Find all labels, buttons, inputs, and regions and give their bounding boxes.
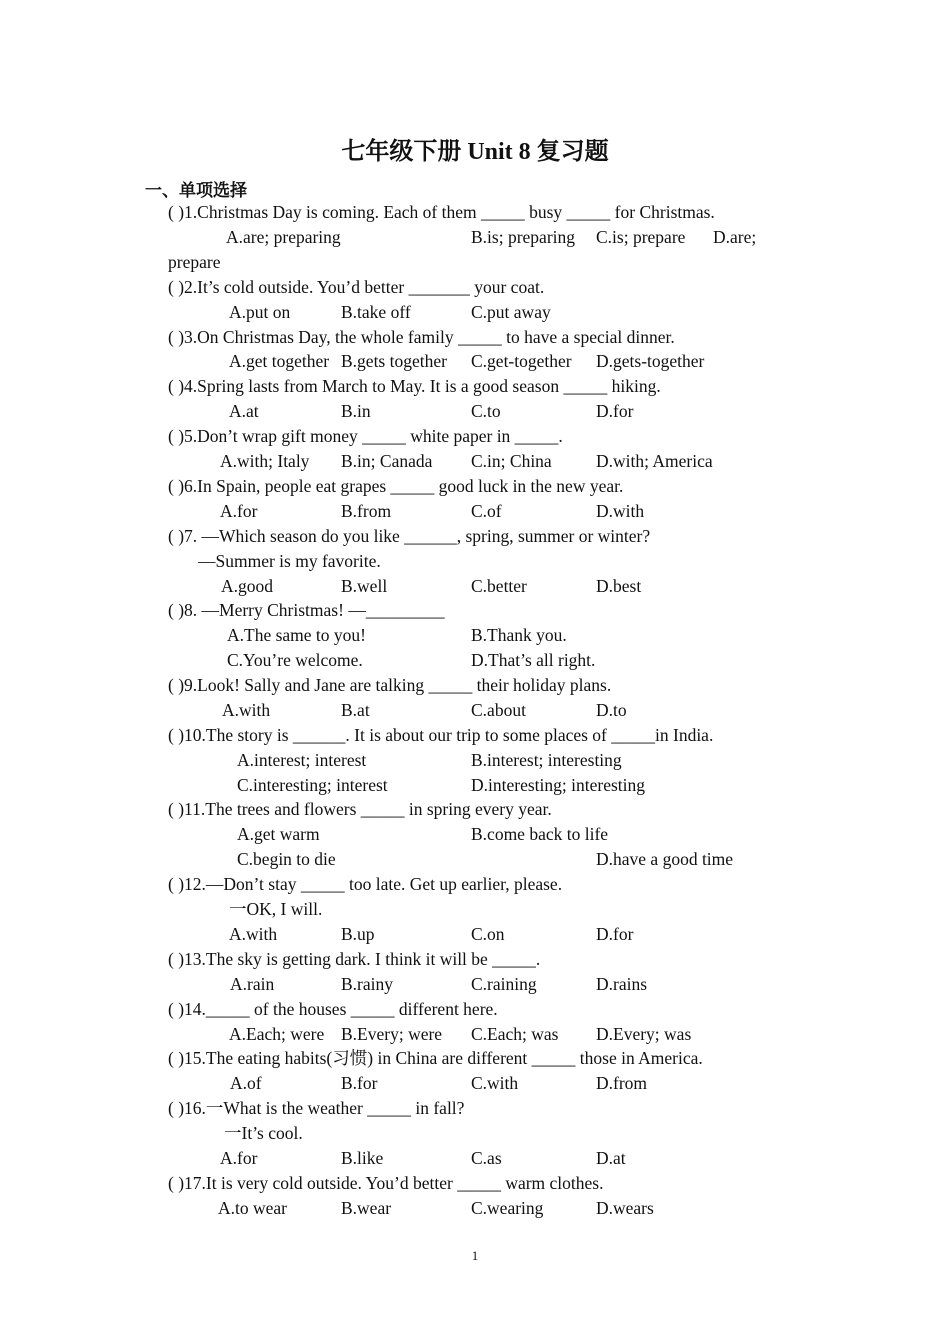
q7-option-c: C.better bbox=[471, 576, 527, 596]
q15-option-d: D.from bbox=[596, 1073, 648, 1093]
q12-dialogue: 一OK, I will. bbox=[229, 899, 323, 919]
q9-option-a: A.with bbox=[222, 700, 271, 720]
section-heading: 一、单项选择 bbox=[145, 181, 247, 201]
q16-dialogue: 一It’s cool. bbox=[224, 1123, 303, 1143]
question-3: ( )3.On Christmas Day, the whole family _____ to have a special dinner. bbox=[168, 327, 675, 347]
q15-option-b: B.for bbox=[341, 1073, 378, 1093]
q14-option-b: B.Every; were bbox=[341, 1024, 443, 1044]
q9-option-c: C.about bbox=[471, 700, 526, 720]
q6-option-c: C.of bbox=[471, 501, 502, 521]
q10-option-d: D.interesting; interesting bbox=[471, 775, 645, 795]
q9-option-b: B.at bbox=[341, 700, 370, 720]
question-1: ( )1.Christmas Day is coming. Each of them _____ busy _____ for Christmas. bbox=[168, 202, 715, 222]
q16-option-b: B.like bbox=[341, 1148, 384, 1168]
question-2: ( )2.It’s cold outside. You’d better _______ your coat. bbox=[168, 277, 545, 297]
question-5: ( )5.Don’t wrap gift money _____ white paper in _____. bbox=[168, 426, 563, 446]
question-9: ( )9.Look! Sally and Jane are talking _____ their holiday plans. bbox=[168, 675, 612, 695]
page-title: 七年级下册 Unit 8 复习题 bbox=[341, 139, 609, 165]
q7-dialogue: —Summer is my favorite. bbox=[198, 551, 381, 571]
q4-option-c: C.to bbox=[471, 401, 501, 421]
q10-option-c: C.interesting; interest bbox=[237, 775, 388, 795]
q16-option-d: D.at bbox=[596, 1148, 626, 1168]
q10-option-a: A.interest; interest bbox=[237, 750, 367, 770]
q12-option-d: D.for bbox=[596, 924, 634, 944]
q1-option-d: D.are; bbox=[713, 227, 757, 247]
q15-option-c: C.with bbox=[471, 1073, 519, 1093]
q4-option-b: B.in bbox=[341, 401, 371, 421]
q3-option-b: B.gets together bbox=[341, 351, 447, 371]
question-17: ( )17.It is very cold outside. You’d better _____ warm clothes. bbox=[168, 1173, 604, 1193]
q11-option-c: C.begin to die bbox=[237, 849, 336, 869]
q14-option-a: A.Each; were bbox=[229, 1024, 325, 1044]
q17-option-a: A.to wear bbox=[218, 1198, 288, 1218]
q13-option-a: A.rain bbox=[230, 974, 275, 994]
q11-option-a: A.get warm bbox=[237, 824, 320, 844]
page-number: 1 bbox=[471, 1248, 479, 1263]
q13-option-b: B.rainy bbox=[341, 974, 394, 994]
question-14: ( )14._____ of the houses _____ different here. bbox=[168, 999, 498, 1019]
question-11: ( )11.The trees and flowers _____ in spring every year. bbox=[168, 799, 552, 819]
q5-option-c: C.in; China bbox=[471, 451, 552, 471]
q14-option-c: C.Each; was bbox=[471, 1024, 559, 1044]
question-16: ( )16.一What is the weather _____ in fall? bbox=[168, 1098, 465, 1118]
question-10: ( )10.The story is ______. It is about our trip to some places of _____in India. bbox=[168, 725, 714, 745]
q17-option-c: C.wearing bbox=[471, 1198, 544, 1218]
q6-option-a: A.for bbox=[220, 501, 258, 521]
q17-option-d: D.wears bbox=[596, 1198, 654, 1218]
q7-option-b: B.well bbox=[341, 576, 388, 596]
q17-option-b: B.wear bbox=[341, 1198, 392, 1218]
q11-option-b: B.come back to life bbox=[471, 824, 609, 844]
q14-option-d: D.Every; was bbox=[596, 1024, 692, 1044]
question-6: ( )6.In Spain, people eat grapes _____ good luck in the new year. bbox=[168, 476, 624, 496]
q6-option-d: D.with bbox=[596, 501, 645, 521]
q1-option-c: C.is; prepare bbox=[596, 227, 686, 247]
q16-option-a: A.for bbox=[220, 1148, 258, 1168]
q12-option-b: B.up bbox=[341, 924, 375, 944]
q3-option-d: D.gets-together bbox=[596, 351, 705, 371]
q13-option-d: D.rains bbox=[596, 974, 648, 994]
q15-option-a: A.of bbox=[230, 1073, 262, 1093]
q3-option-c: C.get-together bbox=[471, 351, 572, 371]
q5-option-b: B.in; Canada bbox=[341, 451, 433, 471]
q4-option-a: A.at bbox=[229, 401, 259, 421]
q12-option-a: A.with bbox=[229, 924, 278, 944]
q2-option-c: C.put away bbox=[471, 302, 551, 322]
q7-option-a: A.good bbox=[221, 576, 274, 596]
q5-option-d: D.with; America bbox=[596, 451, 713, 471]
question-8: ( )8. —Merry Christmas! —_________ bbox=[168, 600, 445, 620]
question-7: ( )7. —Which season do you like ______, spring, summer or winter? bbox=[168, 526, 651, 546]
q12-option-c: C.on bbox=[471, 924, 505, 944]
q2-option-b: B.take off bbox=[341, 302, 411, 322]
q4-option-d: D.for bbox=[596, 401, 634, 421]
q8-option-c: C.You’re welcome. bbox=[227, 650, 363, 670]
q1-option-d-continued: prepare bbox=[168, 252, 221, 272]
q9-option-d: D.to bbox=[596, 700, 627, 720]
q1-option-a: A.are; preparing bbox=[226, 227, 341, 247]
q10-option-b: B.interest; interesting bbox=[471, 750, 622, 770]
question-4: ( )4.Spring lasts from March to May. It is a good season _____ hiking. bbox=[168, 376, 661, 396]
q11-option-d: D.have a good time bbox=[596, 849, 734, 869]
q8-option-d: D.That’s all right. bbox=[471, 650, 596, 670]
question-13: ( )13.The sky is getting dark. I think it will be _____. bbox=[168, 949, 541, 969]
q16-option-c: C.as bbox=[471, 1148, 502, 1168]
q13-option-c: C.raining bbox=[471, 974, 537, 994]
q8-option-a: A.The same to you! bbox=[227, 625, 366, 645]
q3-option-a: A.get together bbox=[229, 351, 330, 371]
q1-option-b: B.is; preparing bbox=[471, 227, 576, 247]
q6-option-b: B.from bbox=[341, 501, 392, 521]
question-15: ( )15.The eating habits(习惯) in China are different _____ those in America. bbox=[168, 1048, 703, 1068]
question-12: ( )12.—Don’t stay _____ too late. Get up earlier, please. bbox=[168, 874, 563, 894]
q5-option-a: A.with; Italy bbox=[220, 451, 310, 471]
q7-option-d: D.best bbox=[596, 576, 642, 596]
q2-option-a: A.put on bbox=[229, 302, 291, 322]
q8-option-b: B.Thank you. bbox=[471, 625, 567, 645]
